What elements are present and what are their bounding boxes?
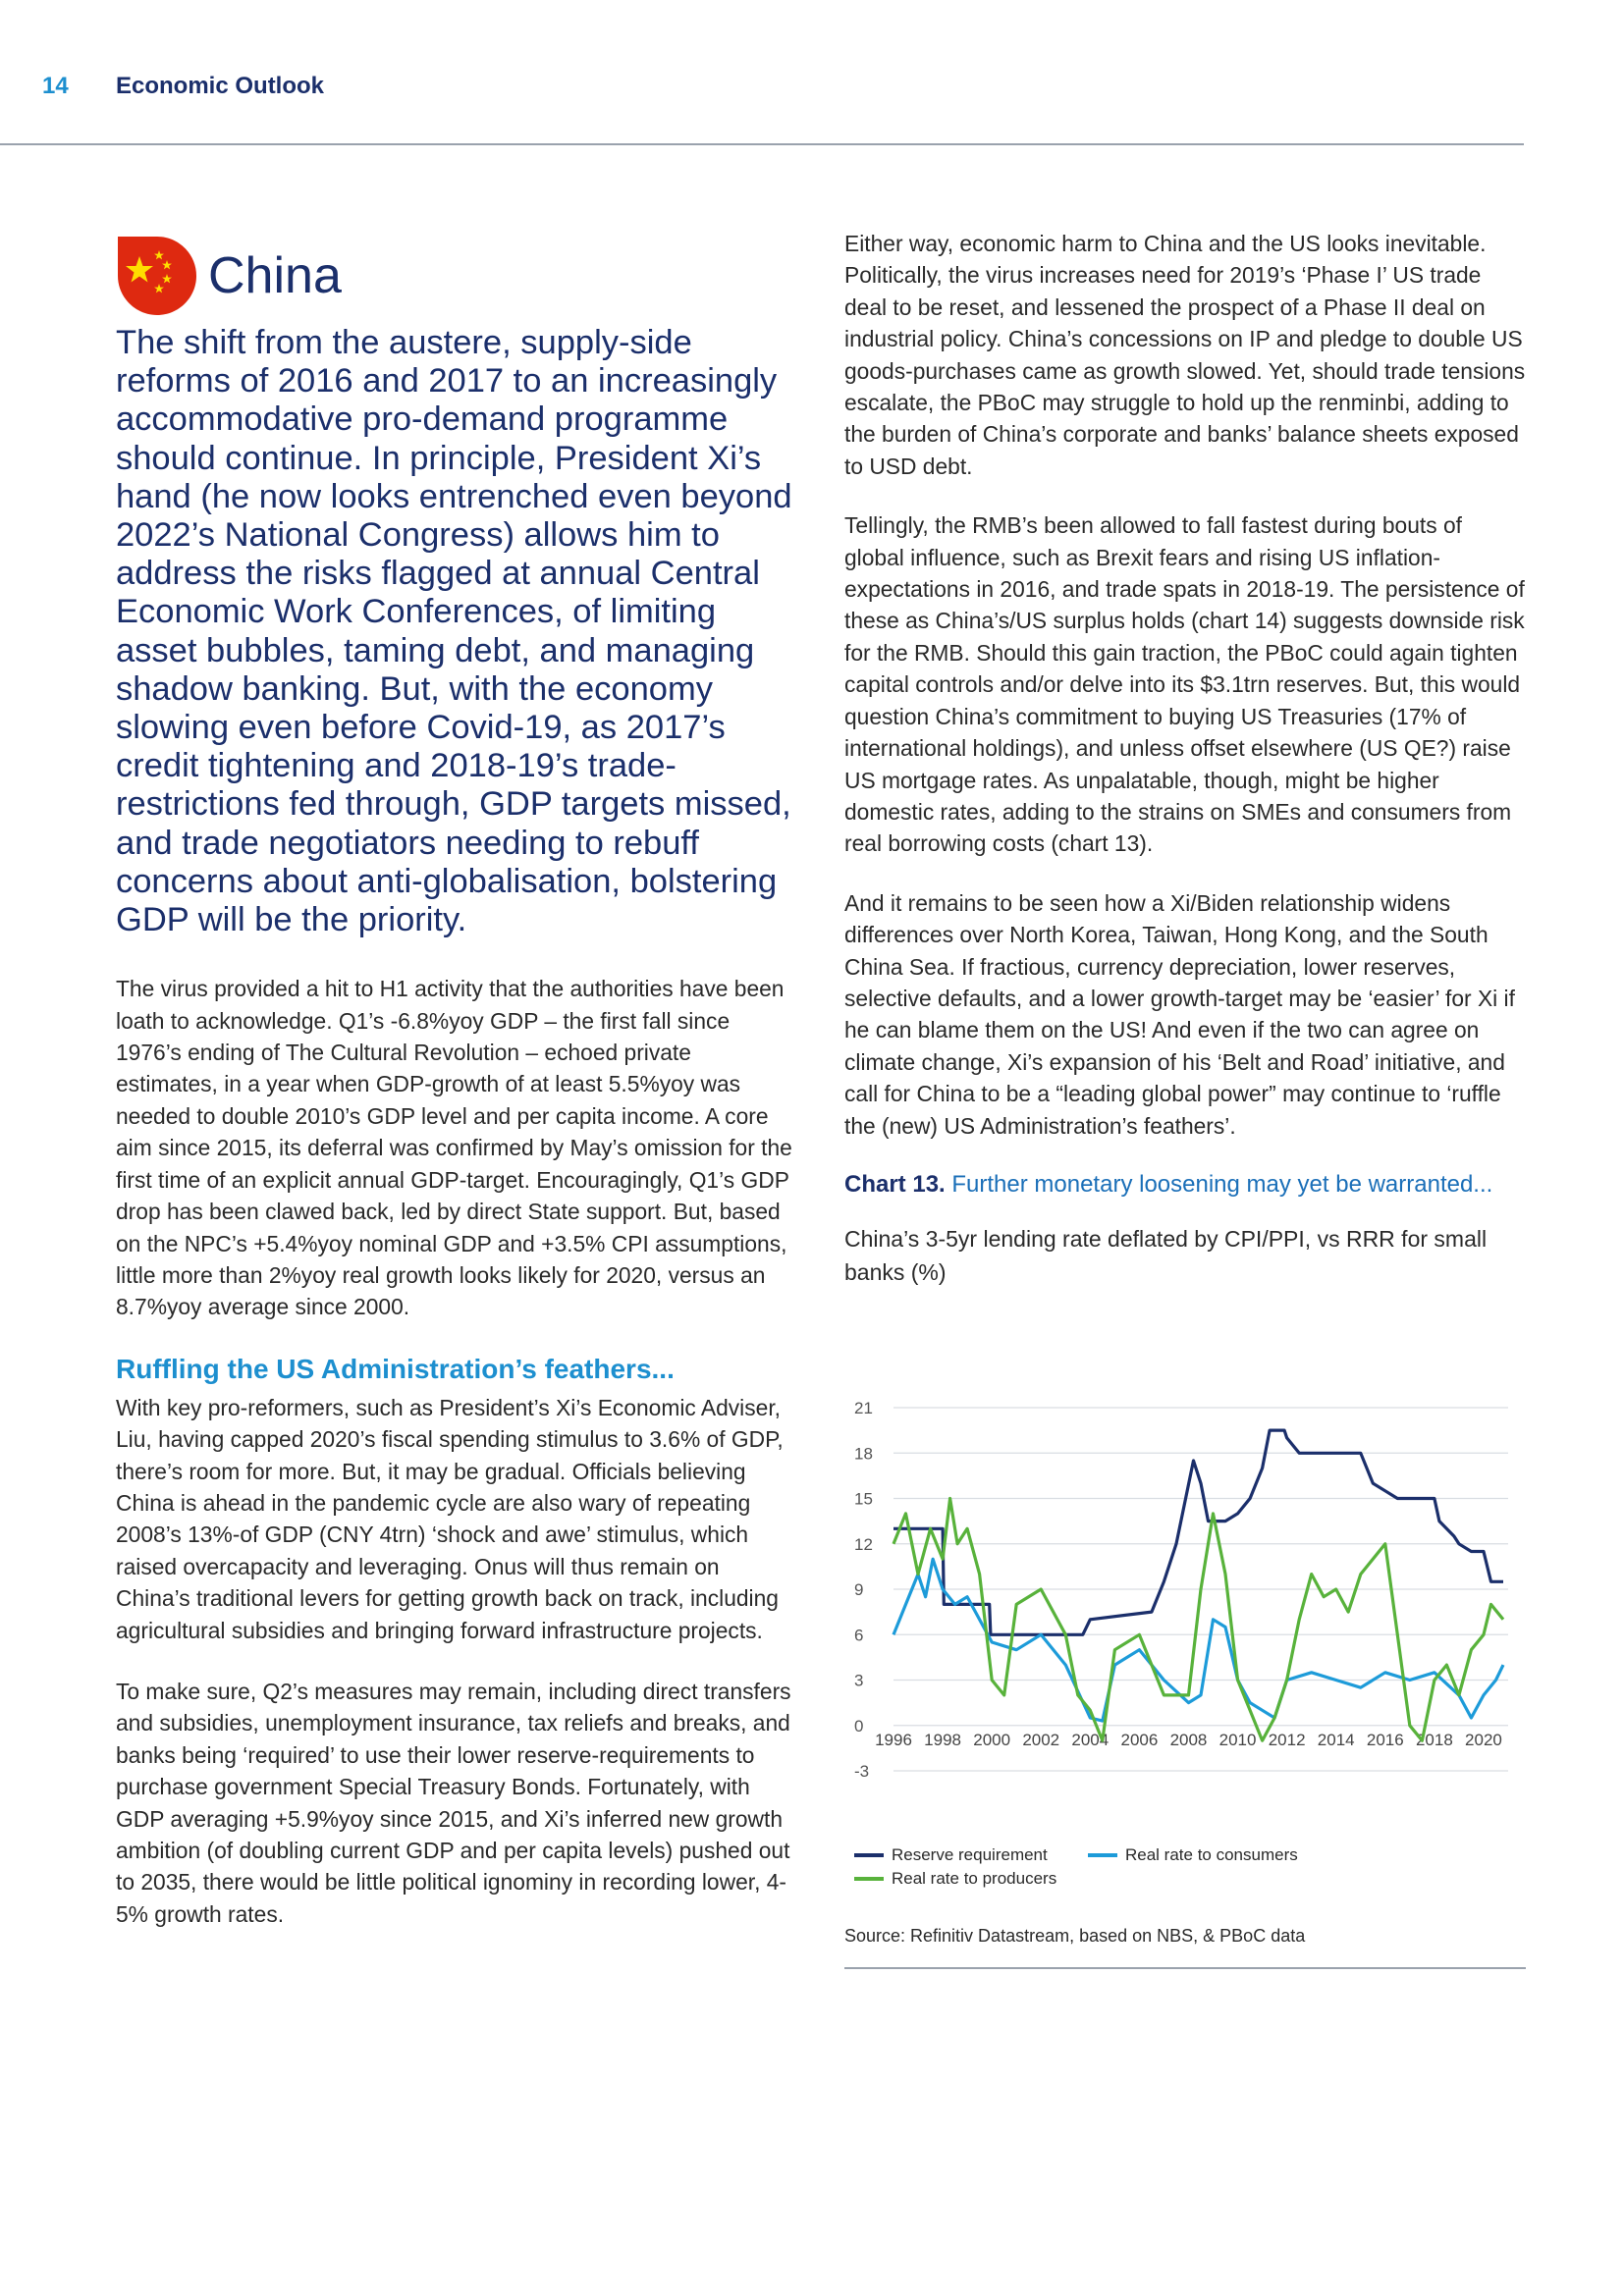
line-chart (844, 1386, 1526, 1798)
y-tick-label: -3 (854, 1762, 870, 1781)
x-tick-label: 2020 (1465, 1730, 1502, 1749)
x-tick-label: 2010 (1218, 1730, 1257, 1749)
x-tick-label: 2016 (1366, 1730, 1404, 1749)
x-tick-label: 2002 (1022, 1730, 1060, 1749)
x-tick-label: 2014 (1317, 1730, 1355, 1749)
legend-real-rate-consumers (1088, 1845, 1298, 1865)
series-line-real-rate-to-producers (893, 1499, 1503, 1741)
x-tick-label: 1998 (924, 1730, 961, 1749)
chart-source: Source: Refinitiv Datastream, based on NBS, & PBoC data (844, 1926, 1306, 1946)
body-paragraph-1: The virus provided a hit to H1 activity that the authorities have been loath to acknowledge. Q1’s -6.8%yoy GDP – the first fall since 1976’s ending of The Cultural Revolution – echoed private estimates, in a year when GDP-growth of at least 5.5%yoy was needed to double 2010’s GDP level and per capita income. A core aim since 2015, its deferral was confirmed by May’s omission for the first time of an explicit annual GDP-target. Encouragingly, Q1’s GDP drop has been clawed back, led by direct State support. But, based on the NPC’s +5.4%yoy nominal GDP and +3.5% CPI assumptions, little more than 2%yoy real growth looks likely for 2020, versus an 8.7%yoy average since 2000. (116, 976, 792, 1320)
y-tick-label: 18 (854, 1444, 873, 1464)
legend-swatch-consumers (1088, 1853, 1117, 1857)
legend-label: Reserve requirement (892, 1845, 1048, 1864)
subheading: Ruffling the US Administration’s feathers... (116, 1353, 675, 1384)
y-tick-label: 9 (854, 1580, 864, 1599)
series-line-real-rate-to-consumers (893, 1559, 1503, 1721)
y-tick-label: 6 (854, 1626, 864, 1645)
country-heading (116, 234, 793, 318)
y-tick-label: 21 (854, 1399, 873, 1417)
section-title: Economic Outlook (116, 73, 325, 99)
chart-container (844, 1386, 1526, 1896)
y-tick-label: 3 (854, 1671, 864, 1690)
y-tick-label: 12 (854, 1534, 873, 1554)
header-divider (0, 143, 1524, 145)
body-paragraph-2: With key pro-reformers, such as President’s Xi’s Economic Adviser, Liu, having capped 2020’s fiscal spending stimulus to 3.6% of GDP, there’s room for more. But, it may be gradual. Officials believing China is ahead in the pandemic cycle are also wary of repeating 2008’s 13%-of GDP (CNY 4trn) ‘shock and awe’ stimulus, which raised overcapacity and leveraging. Onus will thus remain on China’s traditional levers for getting growth back on track, including agricultural subsidies and bringing forward infrastructure projects. (116, 1394, 784, 1643)
source-divider (844, 1967, 1526, 1969)
chart-title-text: Further monetary loosening may yet be warranted... (951, 1170, 1493, 1198)
body-paragraph-5: Tellingly, the RMB’s been allowed to fall fastest during bouts of global influence, such as Brexit fears and rising US inflation-expectations in 2016, and trade spats in 2018-19. The persistence of these as China’s/US surplus holds (chart 14) suggests downside risk for the RMB. Should this gain traction, the PBoC could again tighten capital controls and/or delve into its $3.1trn reserves. But, this would question China’s commitment to buying US Treasuries (17% of international holdings), and unless offset elsewhere (US QE?) raise US mortgage rates. As unpalatable, though, might be higher domestic rates, adding to the strains on SMEs and consumers from real borrowing costs (chart 13). (844, 512, 1525, 857)
chart-label: Chart 13. (844, 1170, 946, 1198)
x-tick-label: 2006 (1120, 1730, 1159, 1749)
body-paragraph-3: To make sure, Q2’s measures may remain, including direct transfers and subsidies, unemployment insurance, tax reliefs and breaks, and banks being ‘required’ to use their lower reserve-requirements to purchase government Special Treasury Bonds. Fortunately, with GDP averaging +5.9%yoy since 2015, and Xi’s inferred new growth ambition (of doubling current GDP and per capita levels) pushed out to 2035, there would be little political ignominy in recording lower, 4-5% growth rates. (116, 1678, 791, 1927)
x-tick-label: 2018 (1415, 1730, 1453, 1749)
chart-subtitle: China’s 3-5yr lending rate deflated by CPI/PPI, vs RRR for small banks (%) (844, 1225, 1488, 1285)
x-tick-label: 2012 (1268, 1730, 1306, 1749)
legend-label: Real rate to consumers (1125, 1845, 1298, 1864)
body-paragraph-4: Either way, economic harm to China and the US looks inevitable. Politically, the virus increases need for 2019’s ‘Phase I’ US trade deal to be reset, and lessened the prospect of a Phase II deal on industrial policy. China’s concessions on IP and pledge to double US goods-purchases came as growth slowed. Yet, should trade tensions escalate, the PBoC may struggle to hold up the renminbi, adding to the burden of China’s corporate and banks’ balance sheets exposed to USD debt. (844, 231, 1526, 479)
china-flag-icon (116, 235, 198, 317)
legend-real-rate-producers (854, 1869, 1056, 1889)
country-title: China (208, 247, 342, 304)
lead-paragraph: The shift from the austere, supply-side reforms of 2016 and 2017 to an increasingly accommodative pro-demand programme should continue. In principle, President Xi’s hand (he now looks entrenched even beyond 2022’s National Congress) allows him to address the risks flagged at annual Central Economic Work Conferences, of limiting asset bubbles, taming debt, and managing shadow banking. But, with the economy slowing even before Covid-19, as 2017’s credit tightening and 2018-19’s trade-restrictions fed through, GDP targets missed, and trade negotiators needing to rebuff concerns about anti-globalisation, bolstering GDP will be the priority. (116, 324, 792, 939)
chart-title (844, 1169, 1526, 1201)
legend-swatch-producers (854, 1877, 884, 1881)
y-tick-label: 15 (854, 1489, 873, 1509)
legend-label: Real rate to producers (892, 1869, 1057, 1888)
x-tick-label: 2000 (973, 1730, 1011, 1749)
legend-reserve-requirement (854, 1845, 1048, 1865)
right-column (844, 228, 1526, 1289)
x-tick-label: 2004 (1071, 1730, 1110, 1749)
legend-swatch-reserve (854, 1853, 884, 1857)
x-tick-label: 1996 (875, 1730, 912, 1749)
y-tick-label: 0 (854, 1716, 864, 1735)
left-column (116, 234, 793, 1959)
x-tick-label: 2008 (1169, 1730, 1208, 1749)
body-paragraph-6: And it remains to be seen how a Xi/Biden relationship widens differences over North Korea, Taiwan, Hong Kong, and the South China Sea. If fractious, currency depreciation, lower reserves, selective defaults, and a lower growth-target may be ‘easier’ for Xi if he can blame them on the US! And even if the two can agree on climate change, Xi’s expansion of his ‘Belt and Road’ initiative, and call for China to be a “leading global power” may continue to ‘ruffle the (new) US Administration’s feathers’. (844, 889, 1515, 1139)
page-number: 14 (42, 73, 69, 99)
